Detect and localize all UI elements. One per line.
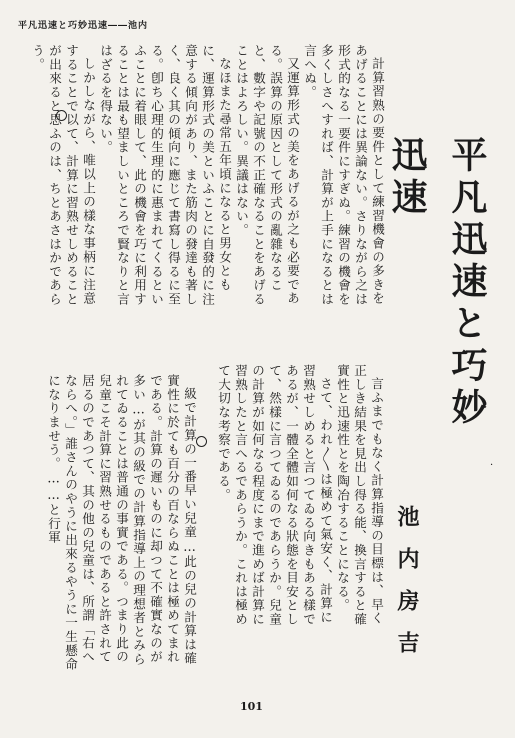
section-break-circle — [56, 110, 67, 121]
page-number: 101 — [240, 700, 263, 713]
lower-left-text — [26, 374, 198, 676]
paragraph: 言ふまでもなく計算指導の目標は、早く正しき結果を見出し得る能、換言すると確實性と迅速性とを陶冶することになる。 — [335, 364, 384, 627]
lower-right-text — [215, 364, 385, 628]
paragraph: なほまた尋常五年頃になると男女ともに、運算形式の美といふことに自發的に注意する傾向があり、また筋肉の發達も著しく、良く其の傾向に應じて書寫し得るに至る。卽ち心理的生理的に惠まれてくるといふことに着眼して、此の機會を巧に利用することは最も望ましいところで賢なりと言はざるを得ない。 — [98, 44, 232, 307]
paragraph: さて、われ〳〵は極めて氣安く、計算に習熟せしめると言つてゐる向きもある樣であるが、一體全體如何なる狀態を目安として、然樣に言つてゐるのであらうか。兒童の計算が如何なる程度にまで進めば計算に習熟したと言へるであらうか。これは極めて大切な考察である。 — [216, 364, 333, 627]
running-header: 平凡迅速と巧妙迅速――池内 — [18, 21, 149, 31]
author-name: 池内房吉 — [394, 505, 420, 673]
paragraph: 計算習熟の要件として練習機會の多きをあげることには異論ない。さりながら之は形式的なる一要件にすぎぬ。練習の機會を多くしさへすれば、計算が上手になるとは言へぬ。 — [302, 44, 385, 307]
paragraph: しかしながら、唯以上の樣な事柄に注意することで以て、計算に習熟せしめることが出來ると思ふのは、ちとあさはかであらう。 — [30, 44, 96, 307]
paragraph: 又運算形式の美をあげるが之も必要である。誤算の原因として形式の亂雜なること、數字や記號の不正確なることをあげることはよろしい。異議はない。 — [234, 44, 300, 307]
upper-body-text — [30, 44, 386, 310]
margin-mark: · — [490, 460, 494, 471]
article-title: 平凡迅速と巧妙迅速 — [386, 136, 488, 430]
section-break-circle — [196, 436, 207, 447]
paragraph: 級で計算の一番早い兒童…此の兒の計算は確實性に於ても百分の百ならぬことは極めてまれである。計算の遲いものに却つて不確實なのが多い…が其の級での計算指導上の理想者とみられてゐることは普通の事實である。つまり此の兒童こそ計算に習熟せるものであると許されて居るのであつて、其の他の兒童は、所謂「右へならへ。」誰さんのやうに出來るやうに一生懸命になりませう。……と行軍 — [46, 374, 197, 672]
